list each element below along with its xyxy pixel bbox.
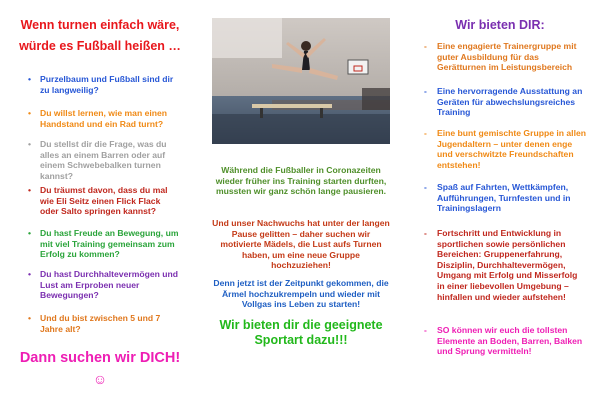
headline-line-1: Wenn turnen einfach wäre, (20, 18, 180, 32)
dash-icon: - (424, 182, 427, 192)
bullet-icon: • (28, 269, 32, 279)
paragraph-zeitpunkt: Denn jetzt ist der Zeitpunkt gekommen, die Ärmel hochzukrempeln und wieder mit Vollgas ins Leben zu starten! (213, 278, 389, 310)
headline-line-2: würde es Fußball heißen … (19, 39, 181, 53)
bullet-icon: • (28, 228, 32, 238)
bullet-icon: • (28, 139, 32, 149)
bullet-icon: • (28, 313, 32, 323)
call-to-action: Dann suchen wir DICH! (19, 350, 181, 366)
dash-icon: - (424, 228, 427, 238)
question-text: Und du bist zwischen 5 und 7 Jahre alt? (40, 313, 161, 334)
gymnast-photo (212, 18, 390, 144)
question-text: Du hast Durchhaltevermögen und Lust am Erproben neuer Bewegungen? (40, 269, 178, 301)
offer-text: Eine hervorragende Ausstattung an Geräten für abwechslungsreiches Training (437, 86, 583, 118)
dash-icon: - (424, 86, 427, 96)
question-text: Du stellst dir die Frage, was du alles an einem Barren oder auf einem Schwebebalken turnen kannst? (40, 139, 167, 181)
paragraph-corona: Während die Fußballer in Coronazeiten wieder früher ins Training starten durften, mussten wir ganz schön lange pausieren. (215, 165, 387, 197)
paragraph-nachwuchs: Und unser Nachwuchs hat unter der langen Pause gelitten – daher suchen wir motivierte Mädels, die Lust aufs Turnen haben, um eine neue Gruppe hochzuziehen! (212, 218, 390, 271)
offer-text: Eine engagierte Trainergruppe mit guter Ausbildung für das Gerätturnen im Leistungsbereich (437, 41, 577, 73)
offer-text: Fortschritt und Entwicklung in sportlichen sowie persönlichen Bereichen: Gruppenerfahrung, Disziplin, Durchhaltevermögen, Umgang mit Erfolg und Misserfolg in einer liebevollen Umgebung – hinfallen und wieder aufstehen! (437, 228, 578, 302)
gymnastics-hall-image (212, 18, 390, 144)
smiley-icon: ☺ (92, 371, 108, 387)
offer-headline: Wir bieten DIR: (455, 18, 545, 32)
bullet-icon: • (28, 74, 32, 84)
dash-icon: - (424, 325, 427, 335)
question-text: Du hast Freude an Bewegung, um mit viel Training gemeinsam zum Erfolg zu kommen? (40, 228, 179, 260)
offer-text: Eine bunt gemischte Gruppe in allen Jugendaltern – unter denen enge und verschwitzte Freundschaften entstehen! (437, 128, 586, 170)
question-text: Purzelbaum und Fußball sind dir zu langweilig? (40, 74, 174, 95)
offer-text: SO können wir euch die tollsten Elemente an Boden, Barren, Balken und Sprung vermitteln! (437, 325, 583, 357)
slogan: Wir bieten dir die geeignete Sportart dazu!!! (219, 318, 383, 347)
dash-icon: - (424, 128, 427, 138)
question-text: Du träumst davon, dass du mal wie Eli Seitz einen Flick Flack oder Salto springen kannst? (40, 185, 168, 217)
offer-text: Spaß auf Fahrten, Wettkämpfen, Aufführungen, Turnfesten und in Trainingslagern (437, 182, 571, 214)
bullet-icon: • (28, 185, 32, 195)
bullet-icon: • (28, 108, 32, 118)
question-text: Du willst lernen, wie man einen Handstand und ein Rad turnt? (40, 108, 168, 129)
dash-icon: - (424, 41, 427, 51)
